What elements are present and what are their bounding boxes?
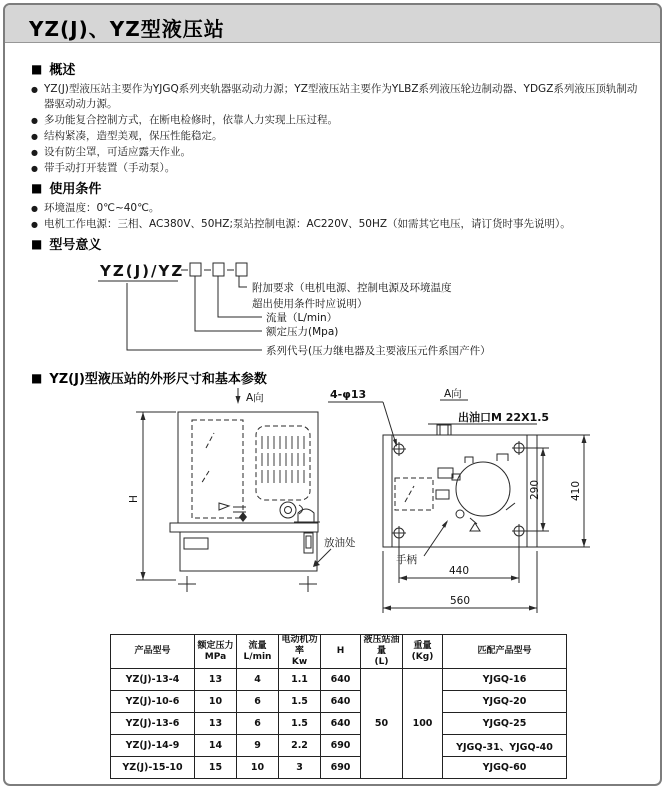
top-view-label: A向: [444, 388, 462, 400]
overview-bullet: [31, 145, 643, 160]
dim-label-440: 440: [448, 565, 470, 577]
drain-label: 放油处: [324, 537, 356, 549]
cell-model: YZ(J)-13-4: [111, 669, 195, 691]
cell-model: YZ(J)-15-10: [111, 757, 195, 779]
holes-label: 4-φ13: [330, 388, 367, 401]
bullet-text: 设有防尘罩，可适应露天作业。: [43, 146, 191, 158]
text-content: [31, 57, 643, 257]
model-code-text: YZ(J)/YZ: [100, 262, 185, 280]
outlet-label: 出油口M 22X1.5: [458, 411, 550, 424]
callout-flow-text: 流量（L/min）: [266, 312, 338, 324]
bullet-icon: ●: [31, 164, 38, 173]
cell-h: 640: [321, 691, 361, 713]
shelf-plate: [170, 523, 318, 532]
motor-top-circle: [456, 462, 510, 516]
bullet-icon: ●: [31, 220, 38, 229]
overview-bullet: [31, 129, 643, 144]
cell-model: YZ(J)-10-6: [111, 691, 195, 713]
mounting-holes: [392, 441, 526, 540]
cell-flow: 10: [237, 757, 279, 779]
handle-label: 手柄: [396, 554, 417, 566]
spec-table-header: [111, 635, 567, 669]
overview-bullet: [31, 113, 643, 128]
bullet-text: 环境温度：0℃~40℃。: [43, 202, 160, 214]
square-marker-icon: ■: [31, 61, 43, 76]
spec-table: [110, 634, 567, 779]
cell-pressure: 15: [195, 757, 237, 779]
bullet-text: 多功能复合控制方式，在断电检修时，依靠人力实现上压过程。: [43, 114, 338, 126]
cell-match: YJGQ-25: [443, 713, 567, 735]
bullet-icon: ●: [31, 85, 38, 94]
model-meaning-heading-text: 型号意义: [49, 238, 102, 253]
cell-power: 1.5: [279, 713, 321, 735]
cell-power: 3: [279, 757, 321, 779]
pump-compartment-dashed: [192, 420, 243, 518]
oil-outlet-port: [437, 425, 451, 435]
square-marker-icon: ■: [31, 370, 43, 385]
table-row: [111, 669, 567, 691]
outline-heading-text: YZ(J)型液压站的外形尺寸和基本参数: [49, 372, 267, 387]
square-marker-icon: ■: [31, 180, 43, 195]
bullet-icon: ●: [31, 132, 38, 141]
overview-bullet: [31, 82, 643, 112]
cell-flow: 6: [237, 691, 279, 713]
col-header-pressure: 额定压力 MPa: [195, 635, 237, 669]
cell-match: YJGQ-60: [443, 757, 567, 779]
model-box-1: [190, 263, 201, 276]
col-header-match: 匹配产品型号: [443, 635, 567, 669]
hand-pump-dashed: [395, 478, 433, 510]
cell-pressure: 10: [195, 691, 237, 713]
dim-label-290: 290: [529, 479, 541, 501]
cell-model: YZ(J)-14-9: [111, 735, 195, 757]
overview-heading-text: 概述: [49, 63, 76, 78]
overview-bullet: [31, 161, 643, 176]
cell-flow: 4: [237, 669, 279, 691]
cell-match: YJGQ-31、YJGQ-40: [443, 735, 567, 757]
cabinet-outline: [178, 412, 318, 523]
col-header-weight: 重量 (Kg): [403, 635, 443, 669]
square-marker-icon: ■: [31, 236, 43, 251]
dim-label-410: 410: [570, 480, 582, 502]
table-row: [111, 691, 567, 713]
callout-extra-line2: 超出使用条件时应说明）: [252, 298, 368, 310]
cell-pressure: 13: [195, 669, 237, 691]
pump-circle: [280, 502, 296, 518]
dim-label-560: 560: [449, 595, 471, 607]
table-row: [111, 713, 567, 735]
conditions-bullet: [31, 217, 643, 232]
bullet-icon: ●: [31, 116, 38, 125]
callout-extra-line1: 附加要求（电机电源、控制电源及环境温度: [252, 282, 452, 294]
bullet-icon: ●: [31, 148, 38, 157]
col-header-oil: 液压站油量 (L): [361, 635, 403, 669]
callout-line-extra: [239, 276, 247, 287]
outline-drawings: [0, 382, 665, 632]
callout-pressure-text: 额定压力(Mpa): [266, 326, 339, 338]
bullet-text: YZ(J)型液压站主要作为YJGQ系列夹轨器驱动动力源；YZ型液压站主要作为YLBZ系列液压轮边制动器、YDGZ系列液压顶轨制动器驱动动力源。: [43, 83, 638, 110]
cell-h: 640: [321, 713, 361, 735]
table-row: [111, 735, 567, 757]
cell-weight-merged: 100: [403, 669, 443, 779]
valve-bracket: [294, 509, 320, 522]
page-title: YZ(J)、YZ型液压站: [29, 17, 225, 41]
callout-series-text: 系列代号(压力继电器及主要液压元件系国产件）: [266, 345, 491, 357]
cell-h: 640: [321, 669, 361, 691]
cell-match: YJGQ-20: [443, 691, 567, 713]
cell-h: 690: [321, 757, 361, 779]
col-header-power: 电动机功率 Kw: [279, 635, 321, 669]
model-box-2: [213, 263, 224, 276]
cell-oil-merged: 50: [361, 669, 403, 779]
front-view-drawing: [128, 388, 397, 592]
col-header-h: H: [321, 635, 361, 669]
col-header-model: 产品型号: [111, 635, 195, 669]
cell-pressure: 13: [195, 713, 237, 735]
cell-flow: 6: [237, 713, 279, 735]
motor-fins: [262, 436, 304, 483]
bullet-text: 结构紧凑，造型美观，保压性能稳定。: [43, 130, 223, 142]
section-heading-overview: [31, 59, 643, 78]
cell-match: YJGQ-16: [443, 669, 567, 691]
cell-flow: 9: [237, 735, 279, 757]
table-row: [111, 757, 567, 779]
cell-model: YZ(J)-13-6: [111, 713, 195, 735]
bullet-text: 电机工作电源：三相、AC380V、50HZ;泵站控制电源：AC220V、50HZ（如需其它电压，请订货时事先说明）。: [43, 218, 571, 230]
bullet-text: 带手动打开装置（手动泵）。: [43, 162, 176, 174]
cell-power: 1.1: [279, 669, 321, 691]
section-heading-conditions: [31, 178, 643, 197]
col-header-flow: 流量 L/min: [237, 635, 279, 669]
dim-label-H: H: [128, 495, 140, 503]
bullet-icon: ●: [31, 204, 38, 213]
cell-pressure: 14: [195, 735, 237, 757]
top-view-drawing: [383, 387, 590, 613]
model-box-3: [236, 263, 247, 276]
model-designation-diagram: [0, 248, 665, 380]
front-view-label: A向: [246, 392, 264, 404]
motor-dashed: [256, 426, 310, 500]
nameplate: [184, 538, 208, 549]
conditions-bullet: [31, 201, 643, 216]
title-bar: [5, 5, 660, 43]
cell-h: 690: [321, 735, 361, 757]
conditions-heading-text: 使用条件: [49, 182, 102, 197]
cell-power: 1.5: [279, 691, 321, 713]
cell-power: 2.2: [279, 735, 321, 757]
